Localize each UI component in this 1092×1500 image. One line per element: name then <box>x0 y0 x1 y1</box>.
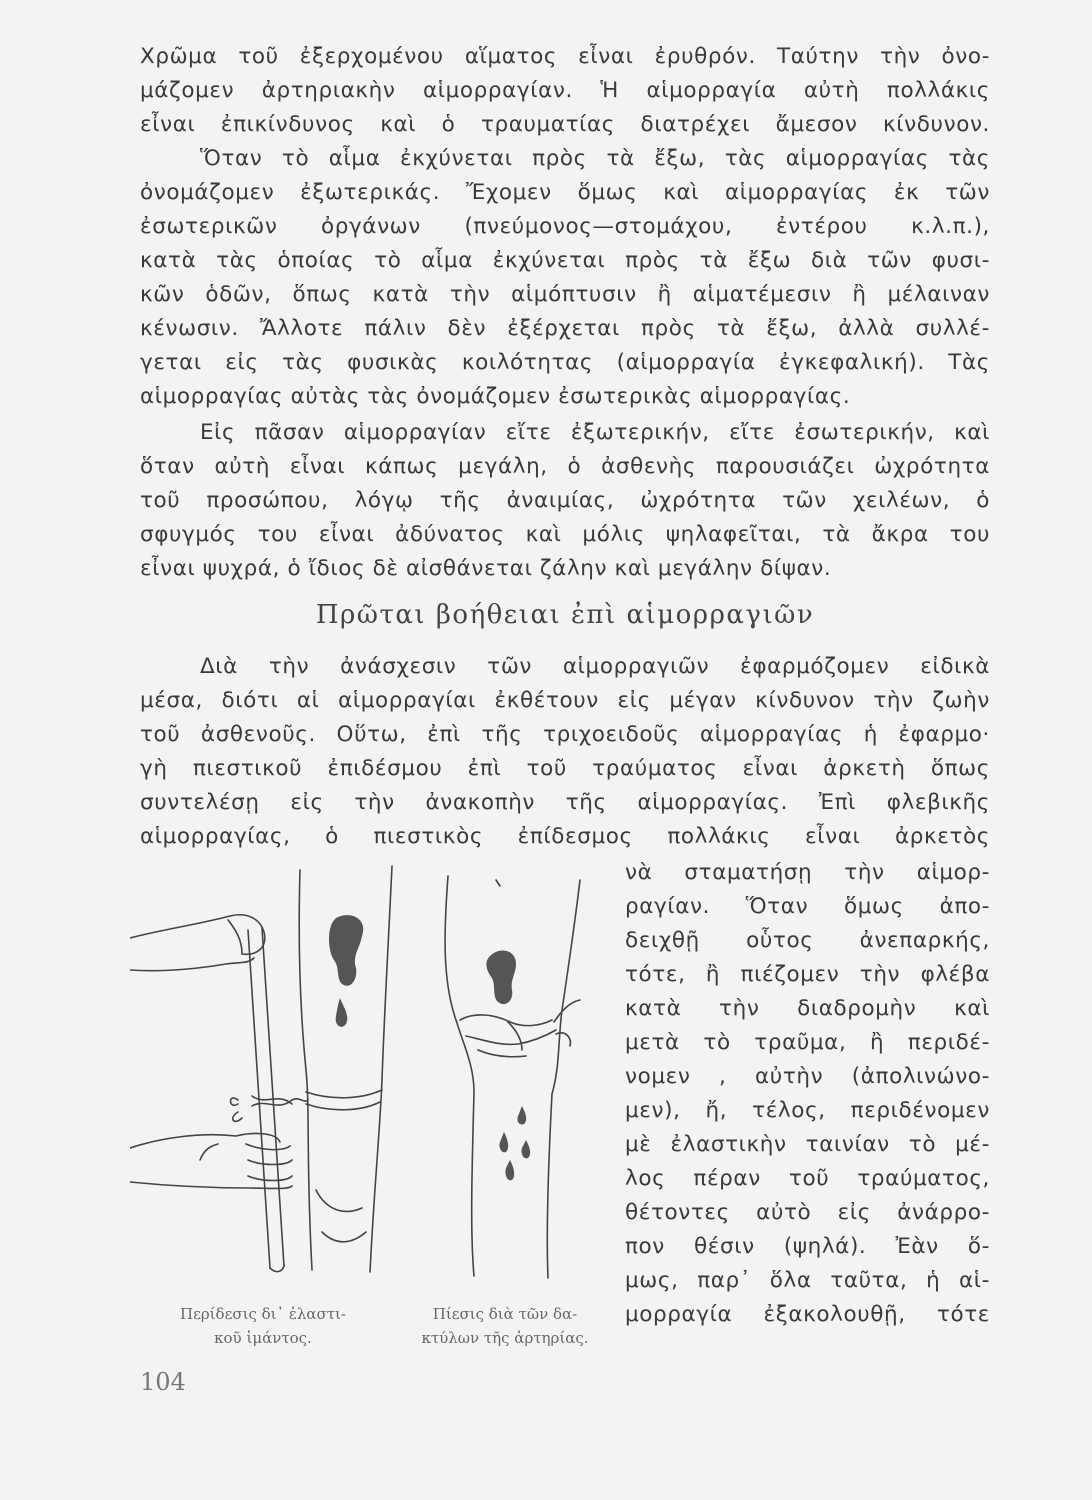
text-line: συντελέσῃ εἰς τὴν ἀνακοπὴν τῆς αἱμορραγίας. Ἐπὶ φλεβικῆς <box>140 790 990 815</box>
figure-right-caption <box>390 1302 620 1350</box>
text-line: μὲ ἐλαστικὴν ταινίαν τὸ μέ- <box>625 1132 990 1157</box>
text-line: μάζομεν ἀρτηριακὴν αἱμορραγίαν. Ἡ αἱμορραγία αὐτὴ πολλάκις <box>140 78 990 103</box>
text-line: γεται εἰς τὰς φυσικὰς κοιλότητας (αἱμορραγία ἐγκεφαλική). Τὰς <box>140 350 990 375</box>
text-line: μεν), ἤ, τέλος, περιδένομεν <box>625 1098 990 1123</box>
text-line: Εἰς πᾶσαν αἱμορραγίαν εἴτε ἐξωτερικήν, εἴτε ἐσωτερικήν, καὶ <box>200 420 990 445</box>
text-line: κένωσιν. Ἄλλοτε πάλιν δὲν ἐξέρχεται πρὸς τὰ ἔξω, ἀλλὰ συλλέ- <box>140 316 990 341</box>
text-line: δειχθῇ οὗτος ἀνεπαρκής, <box>625 928 990 953</box>
caption-line: κτύλων τῆς ἀρτηρίας. <box>421 1329 589 1347</box>
text-line: θέτοντες αὐτὸ εἰς ἀνάρρο- <box>625 1200 990 1225</box>
caption-line: κοῦ ἱμάντος. <box>214 1329 312 1347</box>
section-heading: Πρῶται βοήθειαι ἐπὶ αἱμορραγιῶν <box>315 600 815 630</box>
text-line: νομεν , αὐτὴν (ἀπολινώνο- <box>625 1064 990 1089</box>
text-line: αἱμορραγίας, ὁ πιεστικὸς ἐπίδεσμος πολλάκις εἶναι ἀρκετὸς <box>140 824 990 849</box>
text-line: μετὰ τὸ τραῦμα, ἢ περιδέ- <box>625 1030 990 1055</box>
text-line: πον θέσιν (ψηλά). Ἐὰν ὅ- <box>625 1234 990 1259</box>
text-line: τοῦ προσώπου, λόγῳ τῆς ἀναιμίας, ὠχρότητα τῶν χειλέων, ὁ <box>140 488 990 513</box>
text-line: ἐσωτερικῶν ὀργάνων (πνεύμονος—στομάχου, ἐντέρου κ.λ.π.), <box>140 214 990 239</box>
finger-pressure-illustration <box>430 870 610 1280</box>
text-line: σφυγμός του εἶναι ἀδύνατος καὶ μόλις ψηλαφεῖται, τὰ ἄκρα του <box>140 522 990 547</box>
text-line: τότε, ἢ πιέζομεν τὴν φλέβα <box>625 962 990 987</box>
text-line: κατὰ τὴν διαδρομὴν καὶ <box>625 996 990 1021</box>
text-line: Ὅταν τὸ αἷμα ἐκχύνεται πρὸς τὰ ἔξω, τὰς αἱμορραγίας τὰς <box>200 146 990 171</box>
text-line: μορραγία ἐξακολουθῇ, τότε <box>625 1302 990 1327</box>
text-line: μέσα, διότι αἱ αἱμορραγίαι ἐκθέτουν εἰς μέγαν κίνδυνον τὴν ζωὴν <box>140 688 990 713</box>
text-line: κατὰ τὰς ὁποίας τὸ αἷμα ἐκχύνεται πρὸς τὰ ἔξω διὰ τῶν φυσι- <box>140 248 990 273</box>
text-line: ὀνομάζομεν ἐξωτερικάς. Ἔχομεν ὅμως καὶ αἱμορραγίας ἐκ τῶν <box>140 180 990 205</box>
caption-line: Πίεσις διὰ τῶν δα- <box>432 1305 578 1323</box>
text-line: νὰ σταματήσῃ τὴν αἱμορ- <box>625 860 990 885</box>
text-line: αἱμορραγίας αὐτὰς τὰς ὀνομάζομεν ἐσωτερικὰς αἱμορραγίας. <box>140 384 851 409</box>
page-number: 104 <box>140 1368 186 1396</box>
text-line: λος πέραν τοῦ τραύματος, <box>625 1166 990 1191</box>
text-line: τοῦ ἀσθενοῦς. Οὕτω, ἐπὶ τῆς τριχοειδοῦς αἱμορραγίας ἡ ἐφαρμο· <box>140 722 990 747</box>
text-line: Διὰ τὴν ἀνάσχεσιν τῶν αἱμορραγιῶν ἐφαρμόζομεν εἰδικὰ <box>200 654 990 679</box>
figure-left-caption <box>138 1302 388 1350</box>
caption-line: Περίδεσις δι᾽ ἐλαστι- <box>180 1305 346 1323</box>
text-line: γὴ πιεστικοῦ ἐπιδέσμου ἐπὶ τοῦ τραύματος εἶναι ἀρκετὴ ὅπως <box>140 756 990 781</box>
text-line: μως, παρ᾽ ὅλα ταῦτα, ἡ αἱ- <box>625 1268 990 1293</box>
text-line: Χρῶμα τοῦ ἐξερχομένου αἵματος εἶναι ἐρυθρόν. Ταύτην τὴν ὀνο- <box>140 44 990 69</box>
text-line: ὅταν αὐτὴ εἶναι κάπως μεγάλη, ὁ ἀσθενὴς παρουσιάζει ὠχρότητα <box>140 454 990 479</box>
text-line: κῶν ὁδῶν, ὅπως κατὰ τὴν αἱμόπτυσιν ἢ αἱματέμεσιν ἢ μέλαιναν <box>140 282 990 307</box>
tourniquet-illustration <box>130 860 400 1280</box>
text-line: εἶναι ψυχρά, ὁ ἴδιος δὲ αἰσθάνεται ζάλην καὶ μεγάλην δίψαν. <box>140 556 832 581</box>
text-line: εἶναι ἐπικίνδυνος καὶ ὁ τραυματίας διατρέχει ἄμεσον κίνδυνον. <box>140 112 990 137</box>
text-line: ραγίαν. Ὅταν ὅμως ἀπο- <box>625 894 990 919</box>
